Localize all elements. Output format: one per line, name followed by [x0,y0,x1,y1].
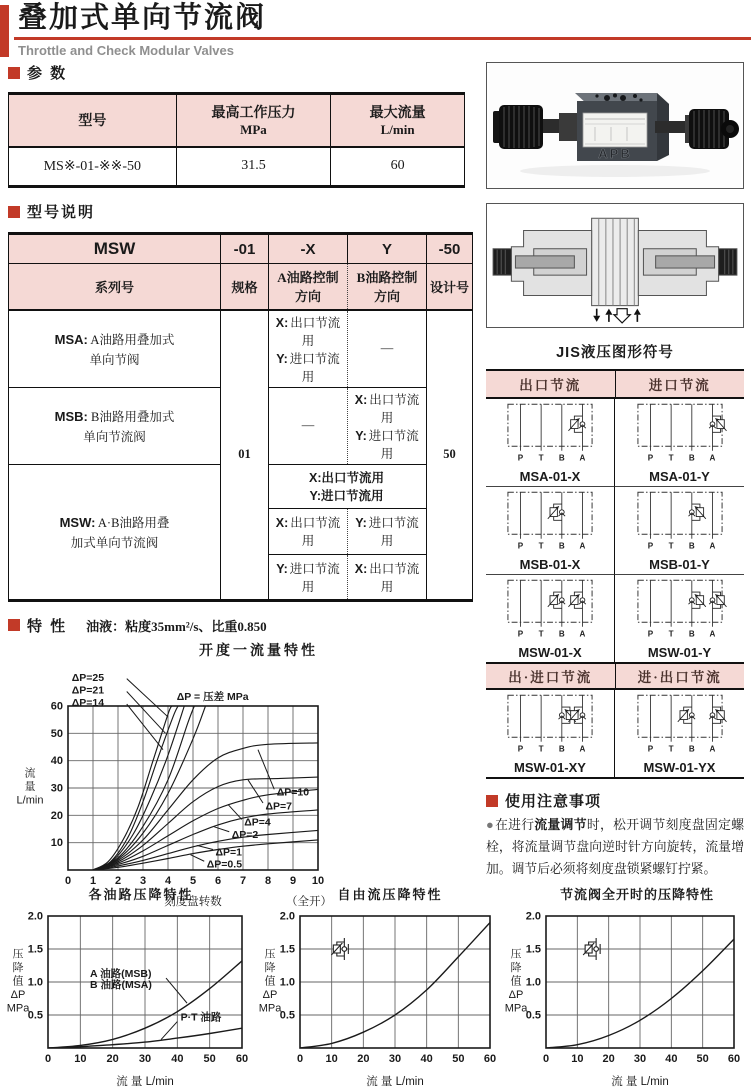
msb-b-cell: X: 出口节流用 Y: 进口节流用 [348,387,427,464]
svg-text:ΔP=1: ΔP=1 [215,846,243,859]
jis-header-inlet: 进口节流 [648,378,711,393]
svg-text:（全开）: （全开） [286,895,332,908]
svg-text:流 量 L/min: 流 量 L/min [611,1076,669,1088]
svg-text:ΔP=4: ΔP=4 [244,816,271,829]
svg-text:1.0: 1.0 [279,976,295,989]
hydraulic-symbol [488,490,612,557]
svg-text:50: 50 [50,727,63,740]
features-heading-label: 特 性 [27,617,68,635]
svg-text:A: A [579,541,586,551]
jis-symbol-cell: P T B A MSW-01-XY [486,690,615,777]
jis-symbol-cell: P T B A MSA-01-X [486,399,615,487]
page-title: 叠加式单向节流阀 [18,2,267,34]
svg-text:T: T [538,629,544,639]
svg-text:1.0: 1.0 [27,976,43,989]
brand-logo: APB [598,146,632,161]
hydraulic-symbol [617,578,742,645]
svg-text:20: 20 [50,809,63,822]
svg-text:8: 8 [264,874,272,887]
svg-text:ΔP: ΔP [508,989,524,1001]
section-square-icon [486,795,498,807]
svg-text:B: B [688,629,695,639]
chart-title: 开度一流量特性 [199,641,318,658]
svg-text:0: 0 [64,874,72,887]
table-row [9,310,473,388]
svg-text:MPa: MPa [6,1002,30,1015]
params-section-heading [8,62,473,83]
msw-b-cell: Y: 进口节流用 [348,508,427,554]
svg-text:MPa: MPa [504,1002,528,1015]
table-row [9,147,465,187]
svg-text:流 量 L/min: 流 量 L/min [116,1076,174,1088]
svg-text:30: 30 [50,782,63,794]
params-col-flow: 最大流量 L/min [331,94,465,147]
msa-b-cell: — [348,310,427,388]
msw-series-cell: MSW: A·B油路用叠 加式单向节流阀 [9,464,221,600]
svg-text:60: 60 [50,700,63,712]
free-flow-pressure-drop-chart [254,904,500,1092]
svg-text:ΔP=2: ΔP=2 [231,828,259,841]
hydraulic-symbol [488,402,612,469]
svg-text:3: 3 [139,874,147,887]
svg-text:0: 0 [542,1053,550,1065]
design-cell: 50 [427,310,473,601]
svg-text:流 量 L/min: 流 量 L/min [366,1076,424,1088]
svg-text:1.0: 1.0 [525,976,541,989]
svg-text:A: A [579,744,586,754]
svg-text:P·T 油路: P·T 油路 [180,1011,222,1024]
usage-section-heading [486,790,744,811]
svg-text:6: 6 [214,874,222,887]
svg-text:ΔP=14: ΔP=14 [71,696,105,709]
bullet-icon: ● [486,818,495,832]
page-subtitle: Throttle and Check Modular Valves [18,42,234,58]
head-a-dir: A油路控制方向 [269,264,348,310]
svg-text:9: 9 [289,874,297,887]
params-col-pressure: 最高工作压力 MPa [176,94,331,147]
svg-text:T: T [538,453,544,463]
svg-text:20: 20 [602,1053,615,1065]
param-flow-value: 60 [331,147,465,187]
jis-header-outlet: 出口节流 [486,371,616,397]
svg-text:P: P [647,629,653,639]
svg-text:P: P [517,453,524,463]
jis-symbol-cell: P T B A MSB-01-Y [615,487,744,575]
svg-text:30: 30 [633,1053,647,1065]
svg-text:30: 30 [388,1053,402,1065]
svg-text:10: 10 [311,874,325,887]
svg-text:P: P [647,744,653,754]
svg-text:10: 10 [325,1053,338,1065]
svg-text:40: 40 [420,1053,433,1065]
msa-series-cell: MSA: A油路用叠加式 单向节阀 [54,331,175,367]
bottom-charts-row [2,884,750,1092]
jis-header-row-2 [486,662,744,690]
svg-text:1.5: 1.5 [279,943,295,956]
svg-text:0.5: 0.5 [525,1009,541,1022]
chart-title: 各油路压降特性 [88,887,194,902]
svg-text:值: 值 [264,975,276,988]
flow-characteristics-chart [14,660,473,912]
hydraulic-symbol [617,402,742,469]
svg-text:1: 1 [89,874,97,887]
svg-text:10: 10 [74,1053,87,1065]
svg-text:T: T [668,541,674,551]
svg-text:T: T [538,541,544,551]
jis-header-outlet-inlet: 出·进口节流 [486,664,616,688]
svg-text:降: 降 [264,962,276,974]
msb-a-cell: — [269,387,348,464]
head-b-dir: B油路控制方向 [348,264,427,310]
model-heading-label: 型号说明 [27,204,96,221]
svg-text:50: 50 [696,1053,709,1065]
svg-text:ΔP=7: ΔP=7 [265,799,293,812]
svg-text:值: 值 [12,975,24,988]
msa-a-cell: X: 出口节流用 Y: 进口节流用 [269,310,348,388]
svg-text:10: 10 [50,836,63,849]
circuit-pressure-drop-chart [2,904,254,1092]
params-table [8,92,465,188]
right-column [486,62,744,880]
chart-title: 自由流压降特性 [337,887,443,902]
code-series: MSW [9,234,221,264]
svg-text:P: P [647,541,653,551]
model-code-table [8,232,473,602]
jis-grid [486,399,744,662]
svg-text:B: B [558,744,565,754]
svg-text:B: B [688,541,695,551]
features-section-heading [8,615,473,636]
svg-text:压: 压 [12,948,24,961]
svg-text:P: P [517,629,524,639]
svg-text:B 油路(MSA): B 油路(MSA) [90,979,152,992]
svg-text:2.0: 2.0 [279,910,295,923]
params-col-model: 型号 [9,94,177,147]
svg-text:1.5: 1.5 [27,943,43,956]
usage-note: ●在进行流量调节时，松开调节刻度盘固定螺栓，将流量调节盘向逆时针方向旋转，流量增加。调节后必须将刻度盘锁紧螺钉拧紧。 [486,818,745,876]
svg-text:40: 40 [50,754,63,767]
hydraulic-symbol [617,693,742,760]
param-pressure-value: 31.5 [176,147,331,187]
title-rule [14,37,751,40]
svg-text:0: 0 [296,1053,304,1065]
svg-text:A: A [579,453,586,463]
svg-text:T: T [668,629,674,639]
svg-text:5: 5 [189,874,197,887]
svg-text:P: P [517,541,524,551]
svg-text:流: 流 [24,767,36,779]
code-b-dir: Y [348,234,427,264]
svg-text:0.5: 0.5 [27,1009,43,1022]
svg-text:2.0: 2.0 [525,910,541,923]
svg-text:40: 40 [171,1053,184,1065]
svg-text:A 油路(MSB): A 油路(MSB) [90,967,152,980]
svg-text:压: 压 [264,948,276,961]
svg-text:0.5: 0.5 [279,1009,295,1022]
svg-text:60: 60 [727,1053,741,1065]
jis-grid-2 [486,690,744,777]
svg-text:2.0: 2.0 [27,910,43,923]
section-square-icon [8,619,20,631]
msw-a-cell2: Y: 进口节流用 [269,554,348,600]
svg-text:20: 20 [357,1053,370,1065]
msb-series-cell: MSB: B油路用叠加式 单向节流阀 [9,387,221,464]
svg-text:刻度盘转数: 刻度盘转数 [164,895,222,908]
svg-text:50: 50 [452,1053,465,1065]
svg-text:T: T [538,744,544,754]
svg-text:A: A [709,541,715,551]
svg-text:值: 值 [510,975,522,988]
svg-text:ΔP=25: ΔP=25 [71,671,105,684]
product-photo [486,62,744,189]
svg-text:50: 50 [203,1053,216,1065]
svg-text:60: 60 [235,1053,249,1065]
svg-text:压: 压 [510,948,522,961]
svg-text:A: A [709,744,715,754]
svg-text:1.5: 1.5 [525,943,541,956]
svg-text:4: 4 [164,874,172,887]
svg-text:10: 10 [571,1053,584,1065]
jis-symbol-cell: P T B A MSW-01-YX [615,690,744,777]
svg-text:ΔP: ΔP [262,989,278,1001]
spec-label [583,113,647,147]
code-a-dir: -X [269,234,348,264]
svg-text:A: A [579,629,586,639]
svg-text:B: B [558,453,565,463]
model-section-heading [8,201,473,222]
page-header [0,0,751,58]
size-cell: 01 [221,310,269,601]
svg-text:60: 60 [483,1053,497,1065]
free-flow-pressure-drop-chart-block [254,884,500,1092]
params-heading-label: 参 数 [27,65,68,82]
svg-text:7: 7 [239,874,247,887]
head-size: 规格 [221,264,269,310]
hydraulic-symbol [488,578,612,645]
jis-symbol-cell: P T B A MSW-01-X [486,575,615,662]
svg-text:T: T [668,744,674,754]
msw-a-cell: X: 出口节流用 [269,508,348,554]
model-head-row [9,264,473,310]
circuit-pressure-drop-chart-block [2,884,254,1092]
svg-text:ΔP = 压差 MPa: ΔP = 压差 MPa [176,690,249,703]
head-series: 系列号 [9,264,221,310]
left-column [8,62,473,912]
svg-text:MPa: MPa [258,1002,282,1015]
flow-characteristics-chart-block [14,640,473,912]
svg-text:ΔP=0.5: ΔP=0.5 [206,857,243,870]
full-open-pressure-drop-chart [500,904,748,1092]
hydraulic-symbol [488,693,612,760]
svg-text:20: 20 [106,1053,119,1065]
jis-header-inlet-outlet: 进·出口节流 [637,670,722,685]
svg-text:A: A [709,453,715,463]
section-square-icon [8,67,20,79]
svg-text:A: A [709,629,715,639]
svg-text:30: 30 [138,1053,152,1065]
jis-symbols-table [486,369,744,779]
model-code-row [9,234,473,264]
fluid-note: 油液：粘度35mm²/s、比重0.850 [86,618,267,634]
svg-text:40: 40 [665,1053,678,1065]
svg-text:量: 量 [24,780,36,793]
svg-text:ΔP=21: ΔP=21 [71,684,105,697]
svg-text:ΔP: ΔP [10,989,26,1001]
usage-heading-label: 使用注意事项 [505,793,602,810]
section-square-icon [8,206,20,218]
svg-text:B: B [688,744,695,754]
full-open-pressure-drop-chart-block [500,884,748,1092]
svg-text:降: 降 [12,962,24,974]
svg-text:P: P [517,744,524,754]
svg-text:L/min: L/min [16,794,44,806]
jis-symbol-cell: P T B A MSW-01-Y [615,575,744,662]
svg-text:0: 0 [44,1053,52,1065]
code-design: -50 [427,234,473,264]
chart-title: 节流阀全开时的压降特性 [559,887,714,902]
cross-section-drawing [486,203,744,328]
param-model-value: MS※-01-※※-50 [9,147,177,187]
svg-text:B: B [558,629,565,639]
jis-symbol-cell: P T B A MSA-01-Y [615,399,744,487]
svg-text:ΔP=10: ΔP=10 [276,786,310,799]
svg-text:B: B [558,541,565,551]
svg-text:T: T [668,453,674,463]
hydraulic-symbol [617,490,742,557]
msw-b-cell2: X: 出口节流用 [348,554,427,600]
svg-text:2: 2 [114,874,122,887]
jis-symbol-cell: P T B A MSB-01-X [486,487,615,575]
svg-text:降: 降 [510,962,522,974]
head-design: 设计号 [427,264,473,310]
svg-text:P: P [647,453,653,463]
jis-header-row [486,371,744,399]
code-size: -01 [221,234,269,264]
svg-text:B: B [688,453,695,463]
msw-ab-cell: X:出口节流用 Y:进口节流用 [269,464,427,508]
accent-bar [0,5,9,57]
jis-symbols-title: JIS液压图形符号 [556,345,674,361]
